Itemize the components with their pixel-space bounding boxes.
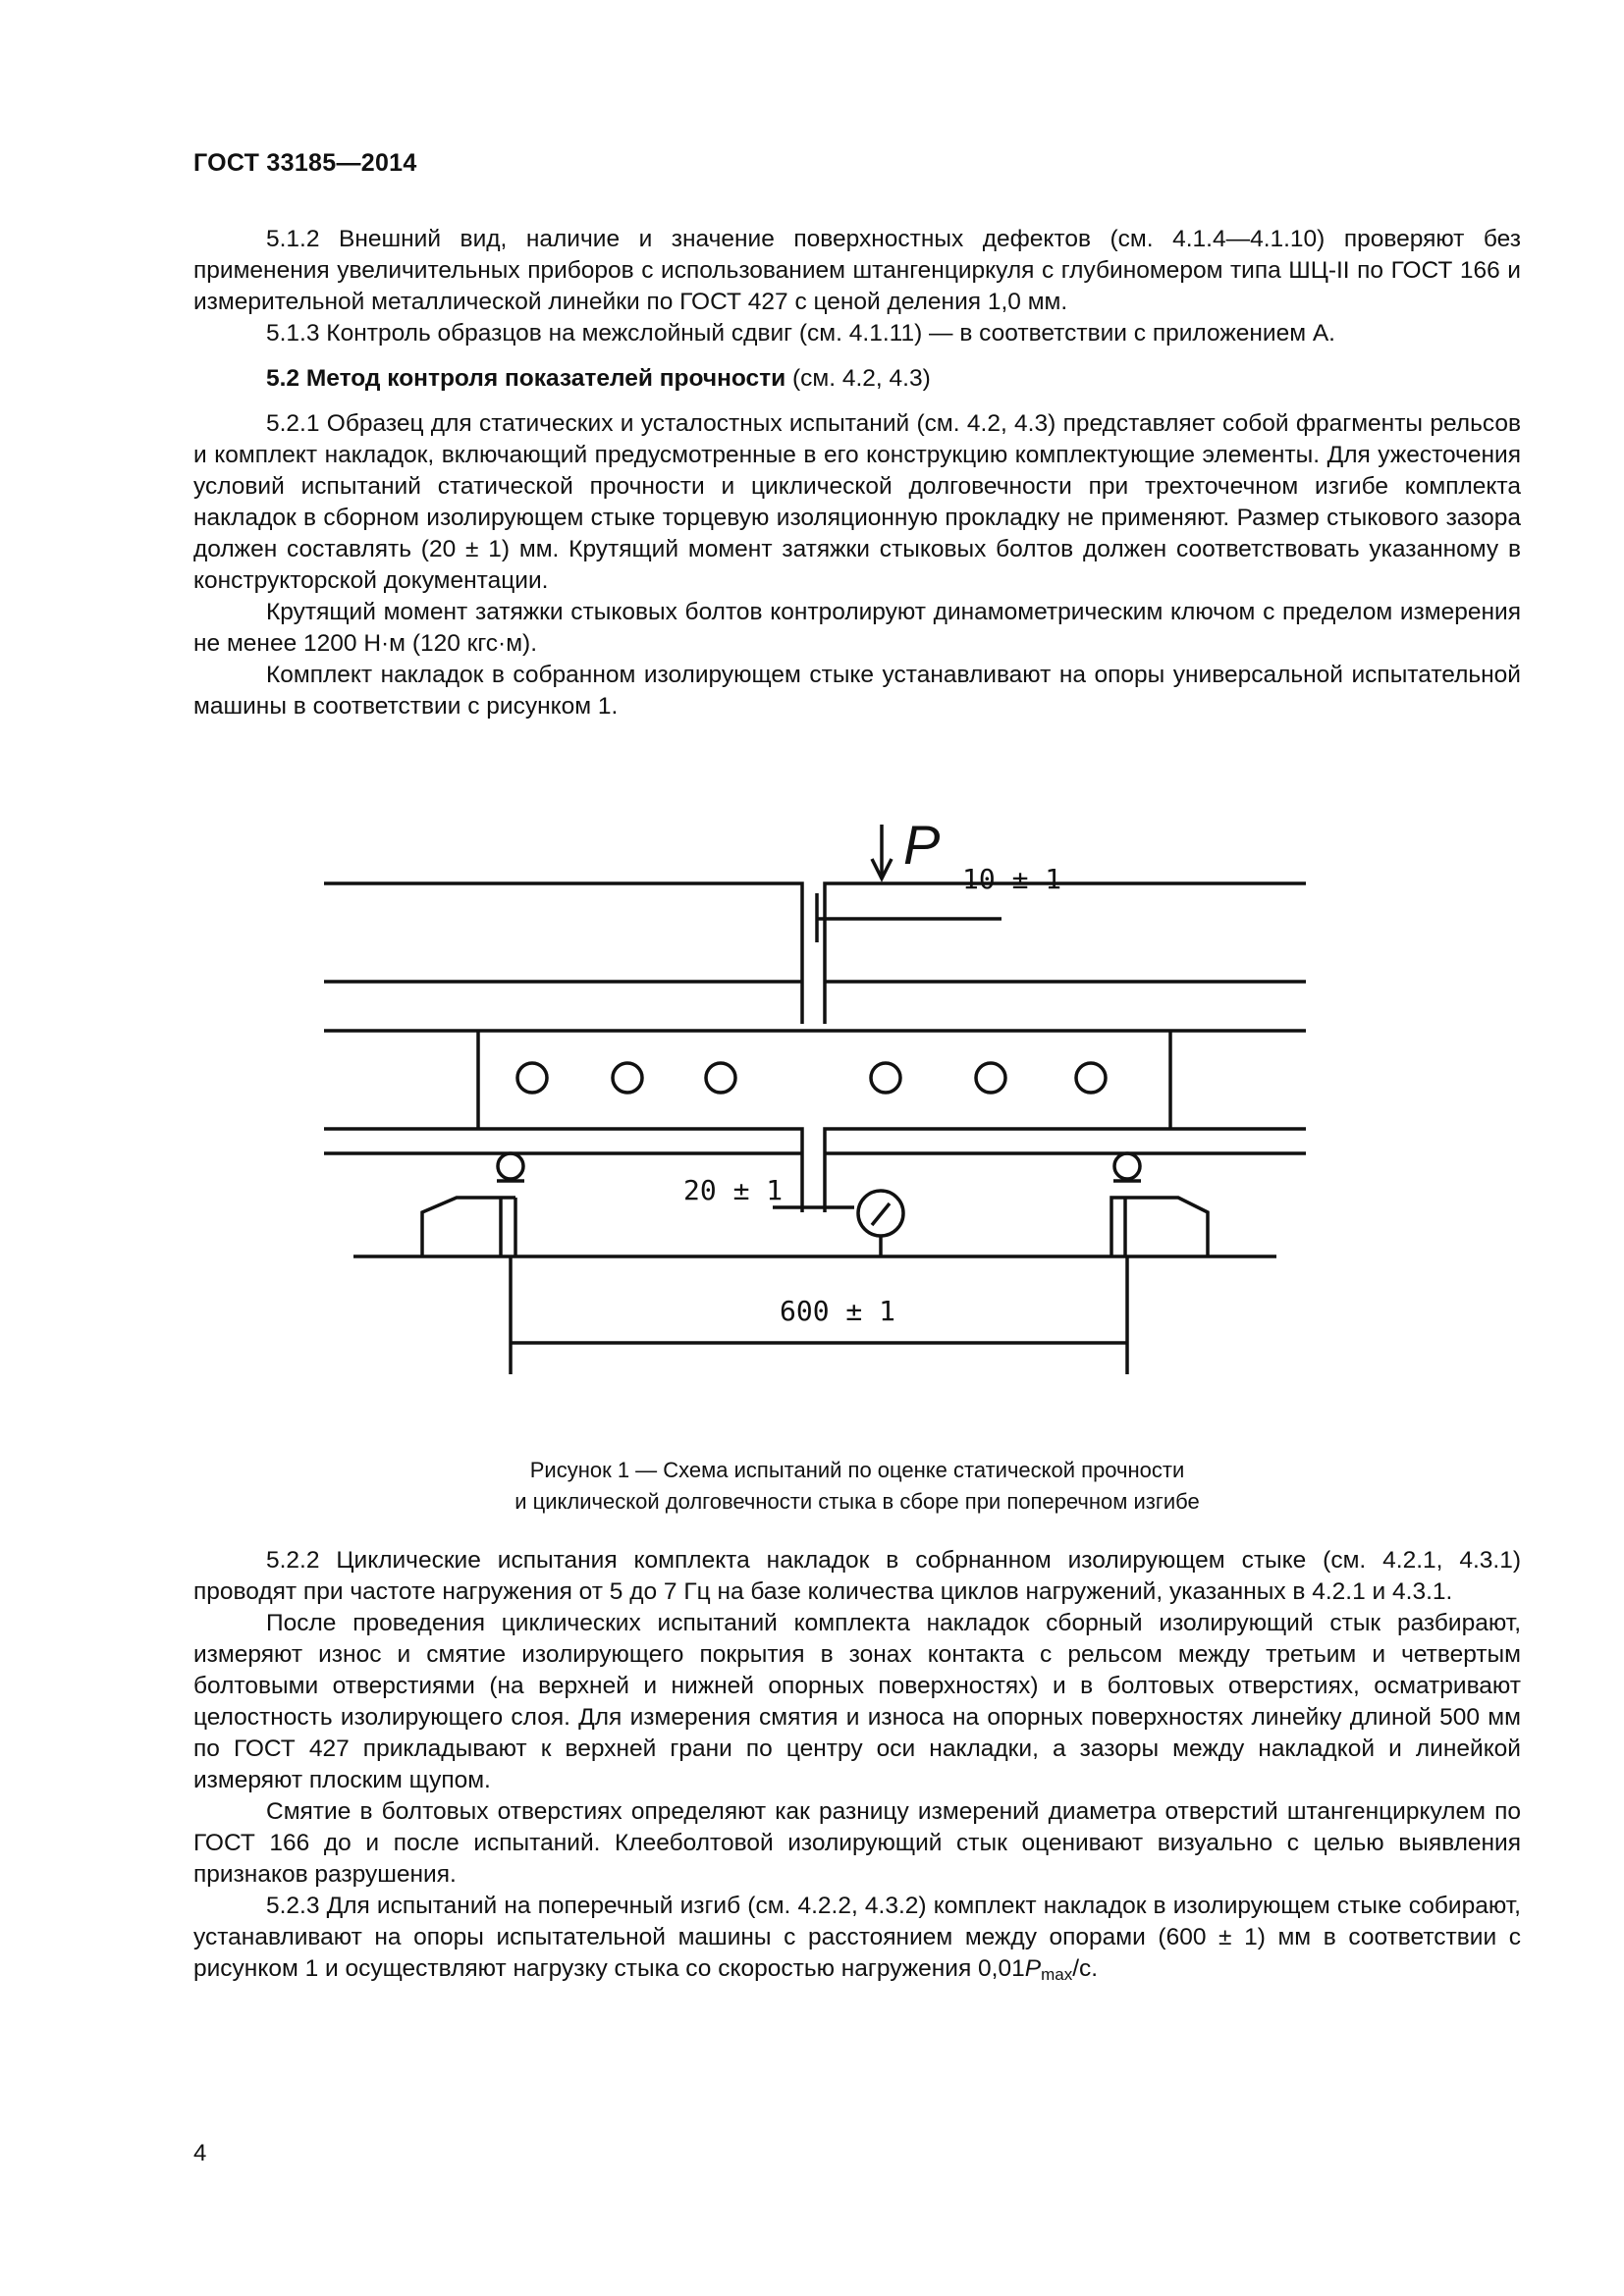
page-number: 4 <box>193 2140 207 2166</box>
formula-variable: P <box>1024 1955 1042 1982</box>
formula-subscript: max <box>1041 1965 1073 1984</box>
text-block-bottom <box>193 1545 1521 1985</box>
document-header: ГОСТ 33185—2014 <box>193 149 417 177</box>
section-heading-5-2 <box>193 363 1521 395</box>
caption-line-2: и циклической долговечности стыка в сборе при поперечном изгибе <box>514 1489 1200 1514</box>
offset-dimension-label: 10 ± 1 <box>962 863 1062 895</box>
section-reference: (см. 4.2, 4.3) <box>785 365 931 392</box>
section-title: 5.2 Метод контроля показателей прочности <box>266 365 786 392</box>
loading-rate-formula <box>978 1955 1098 1982</box>
paragraph-5-2-3 <box>193 1891 1521 1985</box>
figure-caption <box>193 1455 1521 1518</box>
text-block-top <box>193 224 1521 722</box>
paragraph-5-2-1: 5.2.1 Образец для статических и усталостных испытаний (см. 4.2, 4.3) представляет собой фрагменты рельсов и комплект накладок, включающий предусмотренные в его конструкцию комплектующие элементы. Для ужесточения условий испытаний статической прочности и циклической долговечности при трехточечном изгибе комплекта накладок в сборном изолирующем стыке торцевую изоляционную прокладку не применяют. Размер стыкового зазора должен составлять (20 ± 1) мм. Крутящий момент затяжки стыковых болтов должен соответствовать указанному в конструкторской документации. <box>193 410 1521 594</box>
paragraph-5-1-2: 5.1.2 Внешний вид, наличие и значение поверхностных дефектов (см. 4.1.4—4.1.10) проверяют без применения увеличительных приборов с использованием штангенциркуля с глубиномером типа ШЦ-II по ГОСТ 166 и измерительной металлической линейки по ГОСТ 427 с ценой деления 1,0 мм. <box>193 226 1521 315</box>
span-dimension-label: 600 ± 1 <box>780 1295 896 1327</box>
paragraph-bolt-holes: Смятие в болтовых отверстиях определяют как разницу измерений диаметра отверстий штангенциркулем по ГОСТ 166 до и после испытаний. Клееболтовой изолирующий стык оценивают визуально с целью выявления признаков разрушения. <box>193 1798 1521 1888</box>
gap-dimension-label: 20 ± 1 <box>683 1174 784 1206</box>
paragraph-5-1-3: 5.1.3 Контроль образцов на межслойный сдвиг (см. 4.1.11) — в соответствии с приложением А. <box>266 320 1335 347</box>
figure-test-scheme <box>324 825 1306 1418</box>
formula-coefficient: 0,01 <box>978 1955 1025 1982</box>
paragraph-after-cyclic: После проведения циклических испытаний комплекта накладок сборный изолирующий стык разбирают, измеряют износ и смятие изолирующего покрытия в зонах контакта с рельсом между третьим и четвертым болтовыми отверстиями (на верхней и нижней опорных поверхностях) и в болтовых отверстиях, осматривают целостность изолирующего слоя. Для измерения смятия и износа на опорных поверхностях линейку длиной 500 мм по ГОСТ 427 прикладывают к верхней грани по центру оси накладки, а зазоры между накладкой и линейкой измеряют плоским щупом. <box>193 1610 1521 1793</box>
paragraph-torque: Крутящий момент затяжки стыковых болтов контролируют динамометрическим ключом с пределом измерения не менее 1200 Н·м (120 кгс·м). <box>193 599 1521 657</box>
test-scheme-diagram <box>324 825 1306 1414</box>
load-label: P <box>903 825 941 876</box>
paragraph-installation: Комплект накладок в собранном изолирующем стыке устанавливают на опоры универсальной испытательной машины в соответствии с рисунком 1. <box>193 662 1521 720</box>
formula-unit: /с. <box>1072 1955 1099 1982</box>
caption-line-1: Рисунок 1 — Схема испытаний по оценке статической прочности <box>529 1458 1185 1482</box>
paragraph-5-2-2: 5.2.2 Циклические испытания комплекта накладок в собрнанном изолирующем стыке (см. 4.2.1, 4.3.1) проводят при частоте нагружения от 5 до 7 Гц на базе количества циклов нагружений, указанных в 4.2.1 и 4.3.1. <box>193 1547 1521 1605</box>
paragraph-5-2-3-text: 5.2.3 Для испытаний на поперечный изгиб (см. 4.2.2, 4.3.2) комплект накладок в изолирующем стыке собирают, устанавливают на опоры испытательной машины с расстоянием между опорами (600 ± 1) мм в соответствии с рисунком 1 и осуществляют нагрузку стыка со скоростью нагружения <box>193 1893 1521 1982</box>
